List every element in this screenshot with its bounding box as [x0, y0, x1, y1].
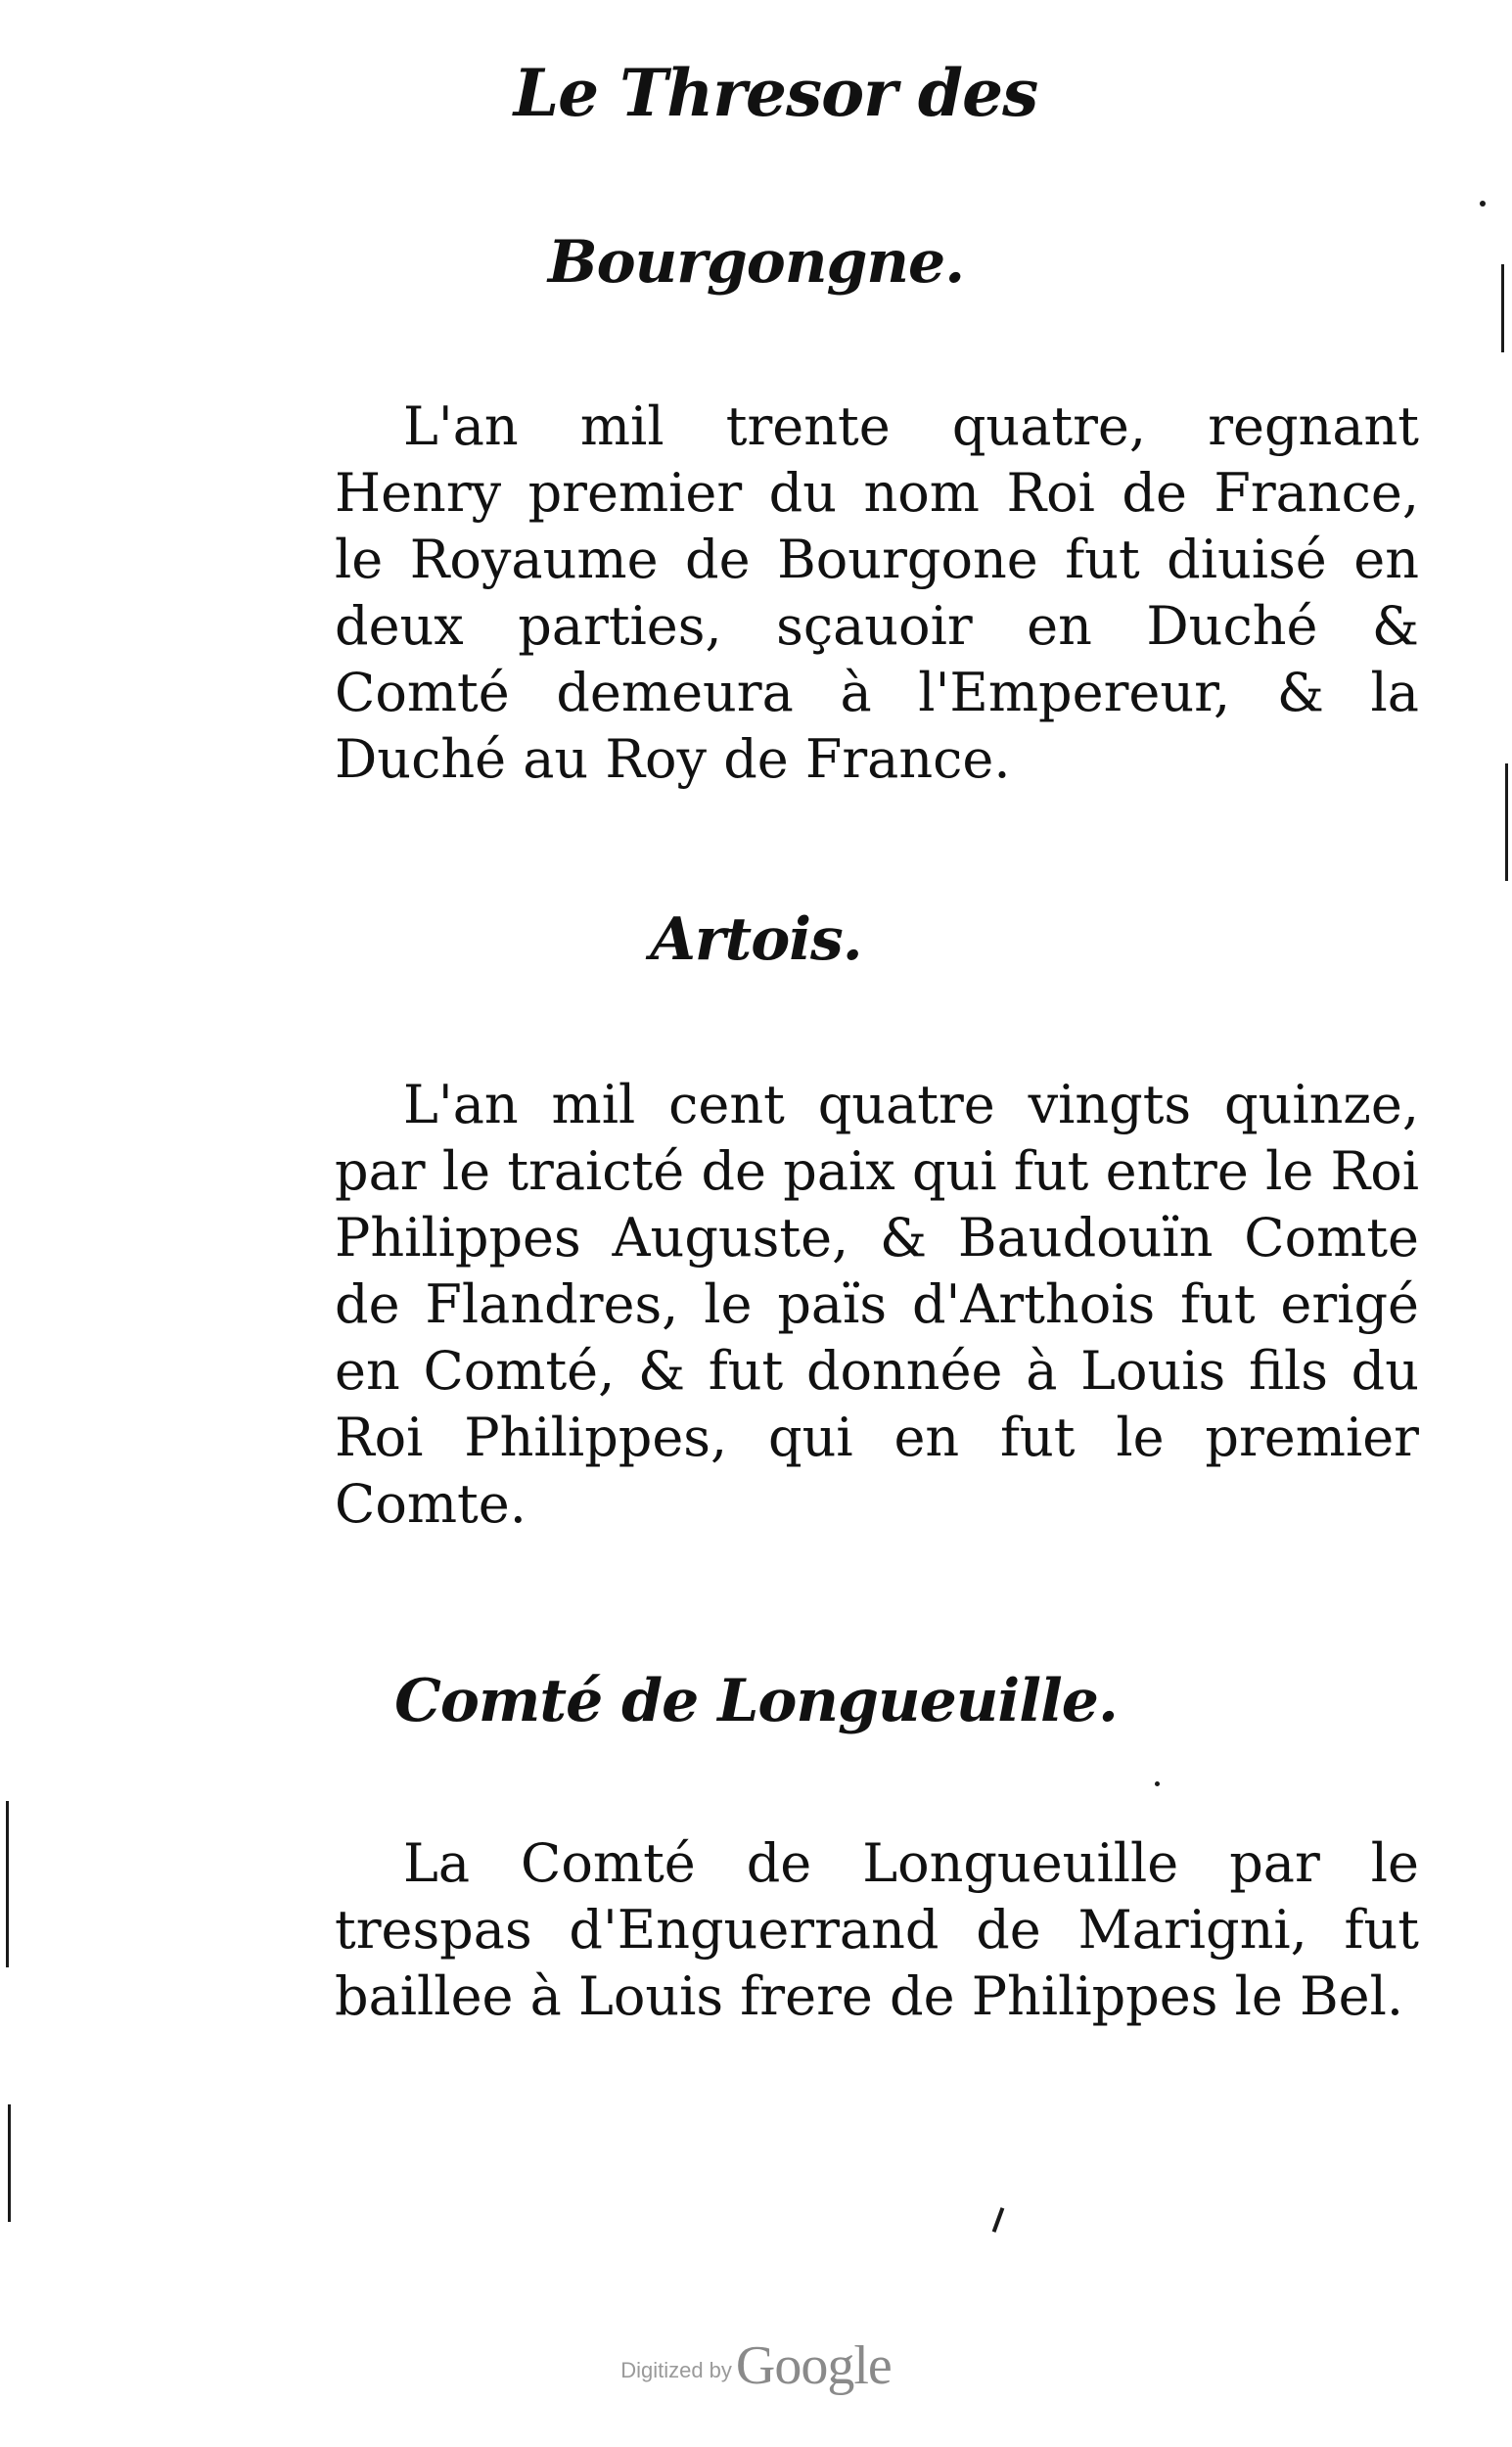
section-heading-longueuille: Comté de Longueuille. [394, 1667, 1118, 1735]
scan-edge-mark [1505, 763, 1508, 881]
scan-speck [1155, 1781, 1160, 1786]
section-heading-bourgongne: Bourgongne. [547, 228, 965, 297]
scan-speck [1480, 201, 1486, 207]
section-body-bourgongne: L'an mil trente quatre, regnant Henry premier du nom Roi de France, le Royaume de Bourgone fut diuisé en deux parties, sçauoir en Duché & Comté demeura à l'Empereur, & la Duché au Roy de France. [335, 395, 1419, 790]
scan-edge-mark [6, 1801, 9, 1967]
section-body-longueuille: La Comté de Longueuille par le trespas d'Enguerrand de Marigni, fut baillee à Louis frere de Philippes le Bel. [335, 1832, 1419, 2027]
scan-edge-mark [8, 2104, 11, 2222]
section-heading-artois: Artois. [650, 905, 862, 974]
google-logo: Google [735, 2335, 892, 2396]
scan-speck [992, 2207, 1005, 2233]
digitized-by-watermark [0, 2334, 1512, 2397]
running-head: Le Thresor des [513, 55, 1038, 131]
section-body-artois: L'an mil cent quatre vingts quinze, par le traicté de paix qui fut entre le Roi Philippes Auguste, & Baudouïn Comte de Flandres, le païs d'Arthois fut erigé en Comté, & fut donnée à Louis fils du Roi Philippes, qui en fut le premier Comte. [335, 1074, 1419, 1535]
scan-edge-mark [1501, 264, 1504, 352]
watermark-prefix: Digitized by [620, 2358, 732, 2382]
